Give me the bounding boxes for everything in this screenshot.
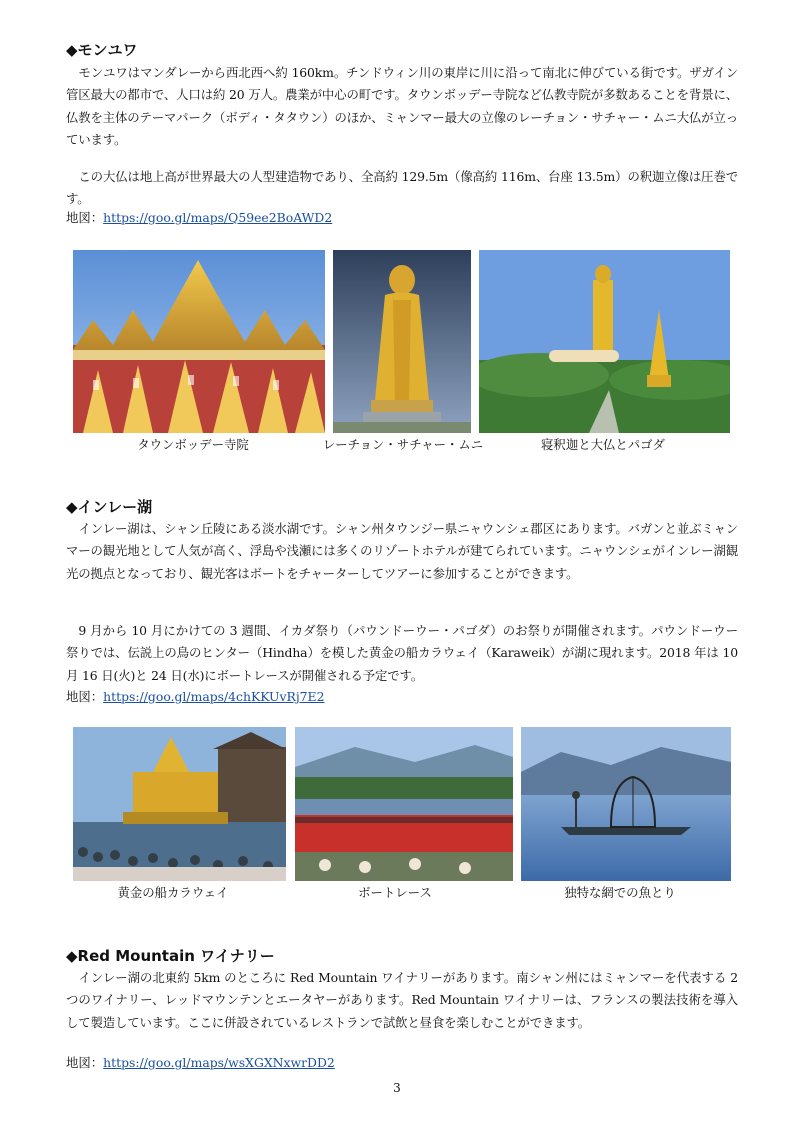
page-number: 3 (393, 1081, 401, 1095)
red-mountain-paragraph: インレー湖の北東約 5km のところに Red Mountain ワイナリーがあります。南シャン州にはミャンマーを代表する 2 つのワイナリー、レッドマウンテンとエータヤーがあります。Red Mountain ワイナリーは、フランスの製法技術を導入して製造しています。ここに併設されているレストランで試飲と昼食を楽しむことができます。 (66, 970, 738, 1030)
map-label: 地図： (66, 210, 104, 225)
photo-thanboddhay-temple (73, 250, 325, 433)
caption-fisherman: 独特な網での魚とり (564, 885, 676, 900)
inle-paragraph-1: インレー湖は、シャン丘陵にある淡水湖です。シャン州タウンジー県ニャウンシェ郡区にあります。バガンと並ぶミャンマーの観光地として人気が高く、浮島や浅瀬には多くのリゾートホテルが建てられています。ニャウンシェがインレー湖観光の拠点となっており、観光客はボートをチャーターしてツアーに参加することができます。 (66, 521, 738, 581)
monywa-map-link[interactable]: https://goo.gl/maps/Q59ee2BoAWD2 (103, 210, 333, 225)
section-title-red-mountain: ◆Red Mountain ワイナリー (66, 947, 275, 965)
section-title-inle-lake: ◆インレー湖 (66, 498, 153, 516)
map-label: 地図： (66, 689, 104, 704)
caption-reclining-buddha: 寝釈迦と大仏とパゴダ (541, 437, 665, 452)
inle-map-link[interactable]: https://goo.gl/maps/4chKKUvRj7E2 (103, 689, 325, 704)
photo-karaweik-golden-barge (73, 727, 286, 881)
red-mountain-map-link[interactable]: https://goo.gl/maps/wsXGXNxwrDD2 (103, 1055, 335, 1070)
monywa-paragraph-1: モンユワはマンダレーから西北西へ約 160km。チンドウィン川の東岸に川に沿って南北に伸びている街です。ザガイン管区最大の都市で、人口は約 20 万人。農業が中心の町です。タウンボッデー寺院など仏教寺院が多数あることを背景に、仏教を主体のテーマパーク（ボディ・タタウン）のほか、ミャンマー最大の立像のレーチョン・サチャー・ムニ大仏が立っています。 (66, 65, 738, 148)
caption-laykyun-sekkya: レーチョン・サチャー・ムニ (322, 437, 484, 452)
caption-boat-race: ボートレース (358, 885, 432, 900)
inle-paragraph-2: 9 月から 10 月にかけての 3 週間、イカダ祭り（パウンドーウー・パゴダ）のお祭りが開催されます。パウンドーウー祭りでは、伝説上の鳥のヒンター（Hindha）を模した黄金の船カラウェイ（Karaweik）が湖に現れます。2018 年は 10 月 16 日(火)と 24 日(水)にボートレースが開催される予定です。 (66, 623, 738, 683)
caption-karaweik: 黄金の船カラウェイ (117, 885, 229, 900)
map-label: 地図： (66, 1055, 104, 1070)
caption-thanboddhay: タウンボッデー寺院 (137, 437, 249, 452)
section-title-monywa: ◆モンユワ (66, 41, 138, 59)
inle-map-row (66, 687, 324, 707)
monywa-paragraph-2: この大仏は地上高が世界最大の人型建造物であり、全高約 129.5m（像高約 116m、台座 13.5m）の釈迦立像は圧巻です。 (66, 169, 738, 207)
photo-boat-race (295, 727, 513, 881)
photo-laykyun-sekkya (333, 250, 471, 433)
monywa-map-row (66, 208, 332, 228)
red-mountain-map-row (66, 1053, 335, 1073)
photo-reclining-buddha-pagoda (479, 250, 730, 433)
photo-fisherman-net (521, 727, 731, 881)
